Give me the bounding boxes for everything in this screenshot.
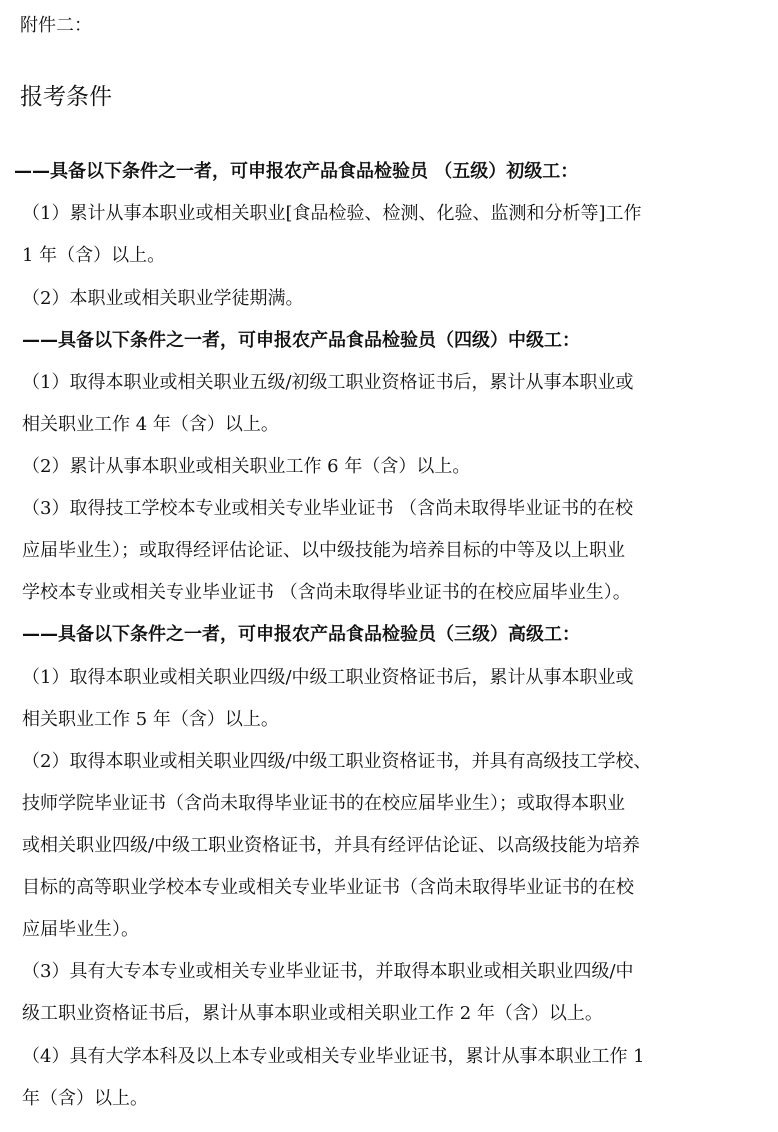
- condition-heading-level-3: ——具备以下条件之一者，可申报农产品食品检验员（三级）高级工：: [22, 624, 580, 645]
- text-line: 1 年（含）以上。: [22, 245, 166, 266]
- text-line: （2）累计从事本职业或相关职业工作 6 年（含）以上。: [22, 456, 471, 477]
- text-line: 应届毕业生）。: [22, 919, 139, 940]
- text-line: 相关职业工作 5 年（含）以上。: [22, 709, 279, 730]
- document-title: 报考条件: [20, 84, 112, 110]
- condition-heading-level-4: ——具备以下条件之一者，可申报农产品食品检验员（四级）中级工：: [22, 330, 580, 351]
- text-line: （1）取得本职业或相关职业五级/初级工职业资格证书后，累计从事本职业或: [22, 372, 634, 393]
- text-line: （1）累计从事本职业或相关职业[食品检验、检测、化验、监测和分析等]工作: [22, 203, 642, 224]
- text-line: 目标的高等职业学校本专业或相关专业毕业证书（含尚未取得毕业证书的在校: [22, 877, 634, 898]
- text-line: 相关职业工作 4 年（含）以上。: [22, 414, 279, 435]
- text-line: 年（含）以上。: [22, 1088, 148, 1109]
- text-line: （2）本职业或相关职业学徒期满。: [22, 288, 304, 309]
- text-line: 级工职业资格证书后，累计从事本职业或相关职业工作 2 年（含）以上。: [22, 1003, 603, 1024]
- text-line: （3）具有大专本专业或相关专业毕业证书，并取得本职业或相关职业四级/中: [22, 961, 634, 982]
- text-line: 或相关职业四级/中级工职业资格证书，并具有经评估论证、以高级技能为培养: [22, 835, 641, 856]
- attachment-label: 附件二：: [20, 15, 92, 36]
- text-line: （3）取得技工学校本专业或相关专业毕业证书 （含尚未取得毕业证书的在校: [22, 498, 634, 519]
- text-line: （2）取得本职业或相关职业四级/中级工职业资格证书，并具有高级技工学校、: [22, 751, 652, 772]
- text-line: 学校本专业或相关专业毕业证书 （含尚未取得毕业证书的在校应届毕业生）。: [22, 582, 631, 603]
- text-line: 技师学院毕业证书（含尚未取得毕业证书的在校应届毕业生）；或取得本职业: [22, 793, 625, 814]
- condition-heading-level-5: ——具备以下条件之一者，可申报农产品食品检验员 （五级）初级工：: [14, 161, 579, 182]
- text-line: （1）取得本职业或相关职业四级/中级工职业资格证书后，累计从事本职业或: [22, 667, 634, 688]
- text-line: 应届毕业生）；或取得经评估论证、以中级技能为培养目标的中等及以上职业: [22, 540, 625, 561]
- text-line: （4）具有大学本科及以上本专业或相关专业毕业证书，累计从事本职业工作 1: [22, 1046, 645, 1067]
